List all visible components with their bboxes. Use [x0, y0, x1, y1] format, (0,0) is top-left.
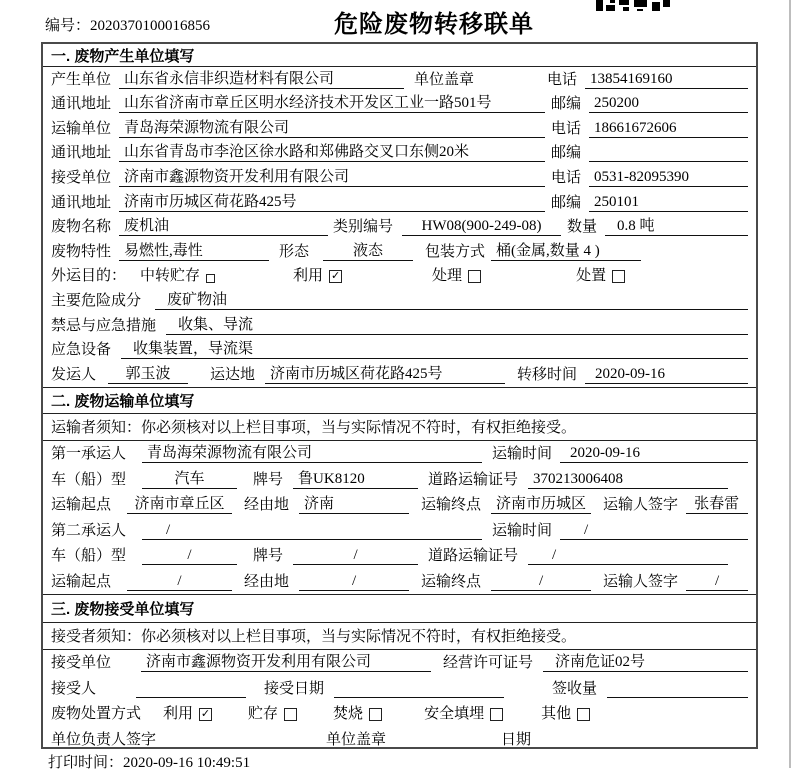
carrier2-value: /	[142, 522, 482, 540]
purpose-option-dispose-label: 处置	[576, 268, 607, 285]
shipper-dest-label: 运达地	[210, 366, 256, 383]
row-unit-signature	[43, 726, 756, 749]
row-carrier1	[43, 441, 756, 467]
route1-end-label: 运输终点	[421, 497, 482, 514]
route1-start-label: 运输起点	[51, 497, 112, 514]
waste-code-label: 类别编号	[333, 219, 394, 236]
producer-zip-value: 250200	[589, 95, 748, 113]
purpose-option-use-label: 利用	[293, 268, 324, 285]
purpose-option-transfer-label: 中转贮存	[140, 268, 201, 285]
disposal-other-label: 其他	[541, 706, 572, 723]
taboo-value: 收集、导流	[166, 313, 748, 335]
vehicle1-plate-label: 牌号	[253, 471, 284, 488]
row-vehicle1	[43, 466, 756, 492]
disposal-burn-label: 焚烧	[333, 706, 364, 723]
row-waste-traits	[43, 239, 756, 264]
page-title: 危险废物转移联单	[334, 11, 534, 38]
transporter-value: 青岛海荣源物流有限公司	[119, 116, 545, 138]
section3-header: 三. 废物接受单位填写	[43, 594, 756, 623]
shipper-time-label: 转移时间	[517, 366, 578, 383]
transporter-address-label: 通讯地址	[51, 145, 112, 162]
purpose-label: 外运目的：	[51, 268, 127, 285]
signed-qty-label: 签收量	[552, 680, 598, 697]
vehicle2-plate-value: /	[293, 547, 418, 565]
disposal-landfill-label: 安全填埋	[424, 706, 485, 723]
license-label: 经营许可证号	[443, 655, 534, 672]
checkbox-disposal-use-icon: ✓	[200, 708, 211, 721]
vehicle1-permit-label: 道路运输证号	[428, 471, 519, 488]
section2-notice: 运输者须知：你必须核对以上栏目事项，当与实际情况不符时，有权拒绝接受。	[43, 414, 756, 441]
row-disposal-method	[43, 701, 756, 727]
print-time-value: 2020-09-16 10:49:51	[123, 755, 251, 771]
vehicle2-value: /	[142, 547, 237, 565]
route1-via-label: 经由地	[244, 497, 290, 514]
row-transporter	[43, 116, 756, 141]
vehicle1-permit-value: 370213006408	[528, 471, 728, 489]
waste-name-value: 废机油	[119, 214, 328, 236]
receiver-phone-value: 0531-82095390	[589, 169, 748, 187]
producer-phone-value: 13854169160	[585, 71, 748, 89]
receiver-zip-value: 250101	[589, 194, 748, 212]
accept-date-label: 接受日期	[264, 680, 325, 697]
vehicle2-plate-label: 牌号	[253, 548, 284, 565]
serial-value: 2020370100016856	[90, 18, 211, 34]
disposal-label: 废物处置方式	[51, 706, 142, 723]
route2-end-value: /	[491, 573, 591, 591]
route2-via-value: /	[299, 573, 409, 591]
vehicle1-value: 汽车	[142, 467, 237, 489]
acceptor-label: 接受人	[51, 680, 97, 697]
row-shipper	[43, 362, 756, 387]
section1-header: 一. 废物产生单位填写	[43, 44, 756, 67]
vehicle2-label: 车（船）型	[51, 548, 127, 565]
checkbox-disposal-other-icon	[577, 708, 590, 721]
waste-pack-label: 包装方式	[425, 243, 486, 260]
carrier2-time-value: /	[560, 522, 748, 540]
sign-date-label: 日期	[501, 731, 532, 748]
producer-address-label: 通讯地址	[51, 96, 112, 113]
checkbox-disposal-store-icon	[284, 708, 297, 721]
route2-start-value: /	[127, 573, 232, 591]
waste-traits-value: 易燃性,毒性	[119, 239, 269, 261]
vehicle1-label: 车（船）型	[51, 471, 127, 488]
unit-signature-value	[192, 732, 302, 749]
waste-qty-value: 0.8 吨	[605, 214, 748, 236]
row-taboo-measures	[43, 313, 756, 338]
shipper-value: 郭玉波	[108, 362, 188, 384]
unit-seal-label: 单位盖章	[326, 731, 387, 748]
row-carrier2	[43, 517, 756, 543]
waste-qty-label: 数量	[567, 219, 598, 236]
route1-sign-label: 运输人签字	[603, 497, 679, 514]
route1-end-value: 济南市历城区	[491, 492, 591, 514]
section2-header: 二. 废物运输单位填写	[43, 387, 756, 414]
purpose-option-treat-label: 处理	[432, 268, 463, 285]
row-producer-address	[43, 92, 756, 117]
checkbox-treat-icon	[468, 270, 481, 283]
accept-date-value	[334, 681, 504, 698]
row-purpose	[43, 264, 756, 289]
row-receiver	[43, 165, 756, 190]
vehicle2-permit-value: /	[528, 547, 728, 565]
waste-form-value: 液态	[323, 239, 413, 261]
page-edge-line	[789, 0, 791, 768]
receiver-address-value: 济南市历城区荷花路425号	[119, 190, 545, 212]
carrier1-time-value: 2020-09-16	[560, 445, 748, 463]
route1-start-value: 济南市章丘区	[127, 492, 232, 514]
route2-sign-value: /	[686, 573, 748, 591]
receiver-label: 接受单位	[51, 169, 112, 186]
row-receiver-address	[43, 190, 756, 215]
transporter-zip-label: 邮编	[551, 145, 582, 162]
row-accept-unit	[43, 650, 756, 676]
serial-label: 编号：	[45, 18, 91, 34]
taboo-label: 禁忌与应急措施	[51, 317, 157, 334]
route2-via-label: 经由地	[244, 573, 290, 590]
row-route1	[43, 492, 756, 518]
disposal-store-label: 贮存	[248, 706, 279, 723]
print-time-line	[48, 751, 250, 772]
producer-label: 产生单位	[51, 71, 112, 88]
waste-name-label: 废物名称	[51, 219, 112, 236]
waste-code-value: HW08(900-249-08)	[402, 218, 561, 236]
producer-phone-label: 电话	[547, 71, 578, 88]
checkbox-disposal-landfill-icon	[490, 708, 503, 721]
row-transporter-address	[43, 141, 756, 166]
row-main-hazard	[43, 288, 756, 313]
route2-start-label: 运输起点	[51, 573, 112, 590]
shipper-time-value: 2020-09-16	[585, 366, 748, 384]
signed-qty-value	[607, 681, 748, 698]
checkbox-dispose-icon	[612, 270, 625, 283]
carrier2-label: 第二承运人	[51, 522, 127, 539]
transporter-address-value: 山东省青岛市李沧区徐水路和郑佛路交叉口东侧20米	[119, 140, 545, 162]
producer-zip-label: 邮编	[551, 96, 582, 113]
vehicle2-permit-label: 道路运输证号	[428, 548, 519, 565]
row-producer	[43, 67, 756, 92]
acceptor-value	[136, 681, 246, 698]
waste-pack-value: 桶(金属,数量 4 )	[491, 239, 641, 261]
checkbox-disposal-burn-icon	[369, 708, 382, 721]
carrier2-time-label: 运输时间	[492, 522, 553, 539]
receiver-value: 济南市鑫源物资开发利用有限公司	[119, 165, 545, 187]
producer-value: 山东省永信非织造材料有限公司	[119, 67, 404, 89]
serial-number-line	[45, 14, 210, 35]
unit-signature-label: 单位负责人签字	[51, 731, 157, 748]
main-hazard-value: 废矿物油	[155, 288, 748, 310]
row-route2	[43, 568, 756, 594]
accept-unit-value: 济南市鑫源物资开发利用有限公司	[141, 650, 431, 672]
shipper-label: 发运人	[51, 366, 97, 383]
shipper-dest-value: 济南市历城区荷花路425号	[265, 362, 505, 384]
carrier1-value: 青岛海荣源物流有限公司	[142, 441, 482, 463]
producer-seal-label: 单位盖章	[414, 71, 475, 88]
section3-notice: 接受者须知：你必须核对以上栏目事项，当与实际情况不符时，有权拒绝接受。	[43, 623, 756, 650]
transporter-label: 运输单位	[51, 120, 112, 137]
route2-sign-label: 运输人签字	[603, 573, 679, 590]
receiver-address-label: 通讯地址	[51, 194, 112, 211]
carrier1-time-label: 运输时间	[492, 446, 553, 463]
route1-via-value: 济南	[299, 492, 409, 514]
producer-address-value: 山东省济南市章丘区明水经济技术开发区工业一路501号	[119, 91, 545, 113]
route2-end-label: 运输终点	[421, 573, 482, 590]
transporter-phone-label: 电话	[551, 120, 582, 137]
row-waste-name	[43, 215, 756, 240]
checkbox-transfer-icon	[206, 274, 215, 283]
transporter-zip-value	[589, 145, 748, 162]
vehicle1-plate-value: 鲁UK8120	[293, 467, 418, 489]
manifest-form	[41, 42, 758, 749]
waste-form-label: 形态	[279, 243, 310, 260]
waste-traits-label: 废物特性	[51, 243, 112, 260]
equipment-label: 应急设备	[51, 342, 112, 359]
receiver-zip-label: 邮编	[551, 194, 582, 211]
transporter-phone-value: 18661672606	[589, 120, 748, 138]
checkbox-use-icon: ✓	[330, 270, 341, 283]
equipment-value: 收集装置，导流渠	[121, 337, 748, 359]
qr-code-fragment-icon	[596, 0, 670, 11]
route1-sign-value: 张春雷	[686, 492, 748, 514]
license-value: 济南危证02号	[543, 650, 748, 672]
row-vehicle2	[43, 543, 756, 569]
sign-date-value	[541, 732, 748, 749]
print-time-label: 打印时间：	[48, 755, 124, 771]
accept-unit-label: 接受单位	[51, 655, 112, 672]
main-hazard-label: 主要危险成分	[51, 292, 142, 309]
disposal-use-label: 利用	[163, 706, 194, 723]
row-acceptance	[43, 675, 756, 701]
row-emergency-equipment	[43, 338, 756, 363]
carrier1-label: 第一承运人	[51, 446, 127, 463]
receiver-phone-label: 电话	[551, 169, 582, 186]
